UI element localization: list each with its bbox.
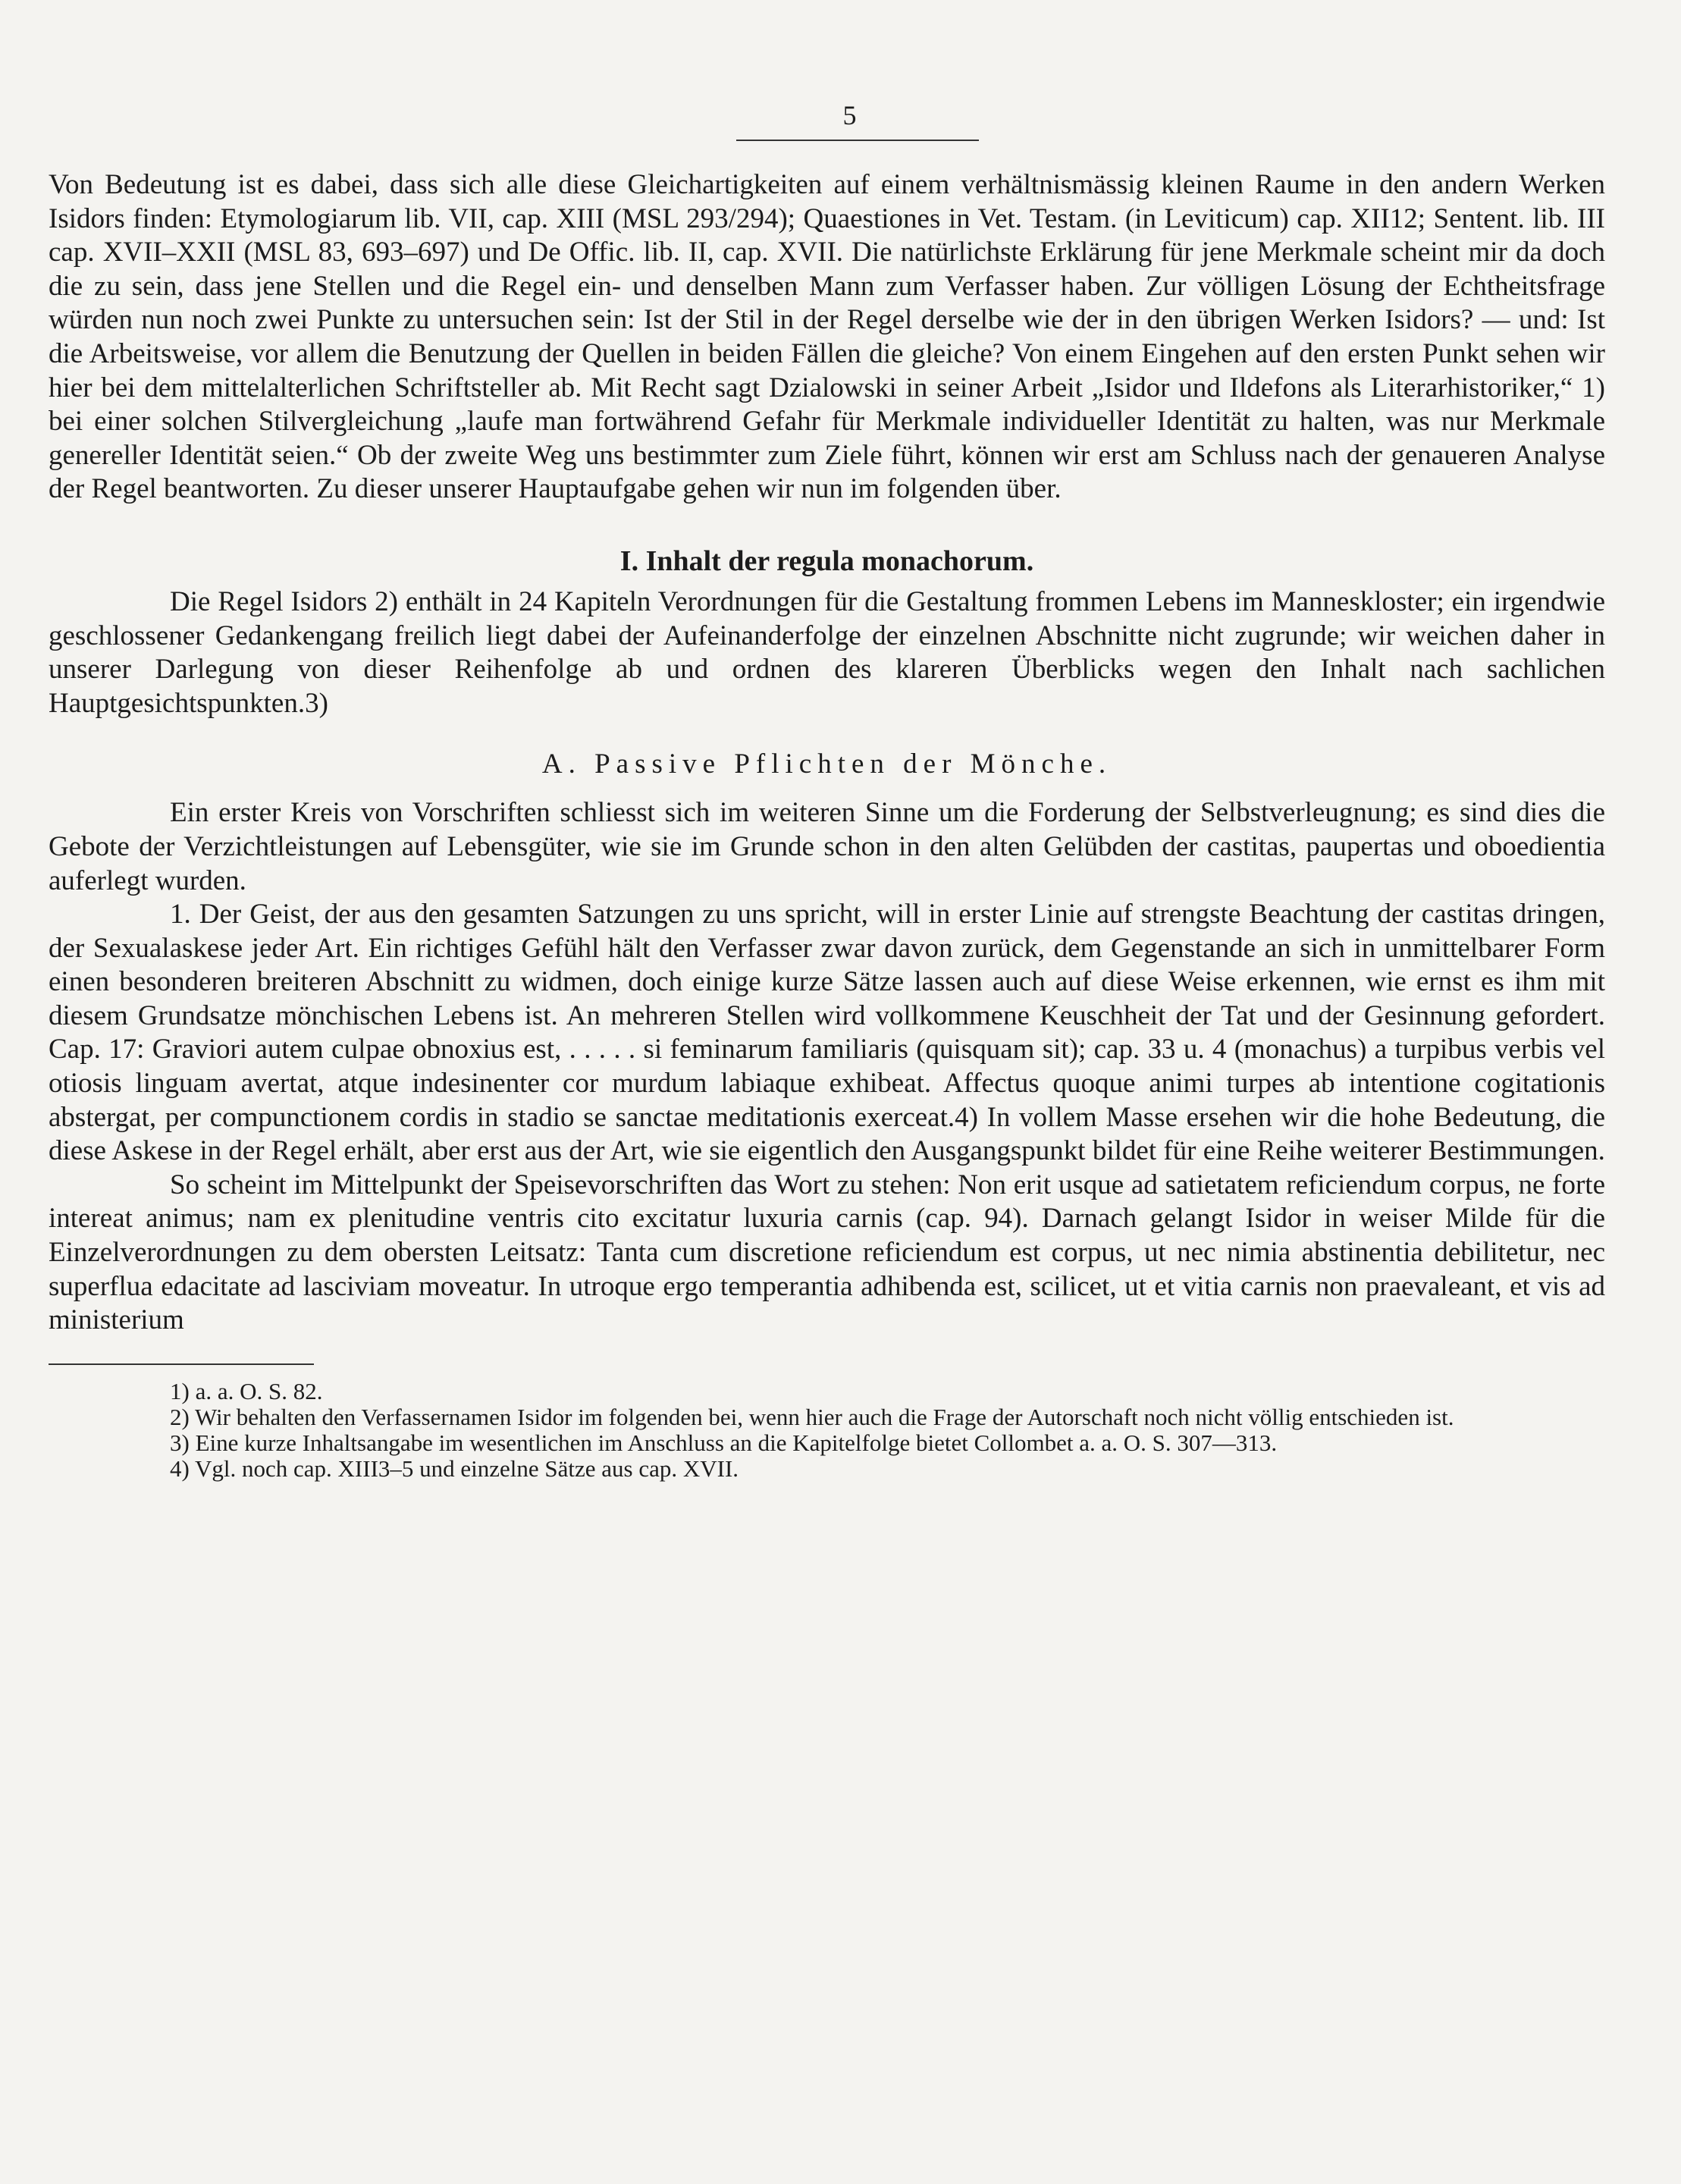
- paragraph-kreis: Ein erster Kreis von Vorschriften schliesst sich im weiteren Sinne um die Forderung der Selbstverleugnung; es sind dies die Gebote der Verzichtleistungen auf Lebensgüter, wie sie im Grunde schon in den alten Gelübden der castitas, paupertas und oboedientia auferlegt wurden.: [49, 797, 1605, 896]
- footnotes: [49, 1379, 1605, 1482]
- footnote-rule: [49, 1363, 314, 1365]
- footnote-1: 1) a. a. O. S. 82.: [170, 1377, 323, 1404]
- section-heading: I. Inhalt der regula monachorum.: [619, 544, 1034, 577]
- header-rule: [736, 140, 979, 141]
- paragraph-geist: 1. Der Geist, der aus den gesamten Satzungen zu uns spricht, will in erster Linie auf strengste Beachtung der castitas dringen, der Sexualaskese jeder Art. Ein richtiges Gefühl hält den Verfasser zwar davon zurück, dem Gegenstande an sich in unmittelbarer Form einen besonderen breiteren Abschnitt zu widmen, doch einige kurze Sätze lassen auch auf diese Weise erkennen, wie ernst es ihm mit diesem Grundsatze mönchischen Lebens ist. An mehreren Stellen wird vollkommene Keuschheit der Tat und der Gesinnung gefordert. Cap. 17: Graviori autem culpae obnoxius est, . . . . . si feminarum familiaris (quisquam sit); cap. 33 u. 4 (monachus) a turpibus verbis vel otiosis linguam avertat, atque indesinenter cor murdum labiaque exhibeat. Affectus quoque animi turpes ab intentione cogitationis abstergat, per compunctionem cordis in stadio se sanctae meditationis exerceat.4) In vollem Masse ersehen wir die hohe Bedeutung, die diese Askese in der Regel erhält, aber erst aus der Art, wie sie eigentlich den Ausgangspunkt bildet für eine Reihe weiterer Bestimmungen.: [49, 899, 1605, 1167]
- footnote-2: 2) Wir behalten den Verfassernamen Isidor im folgenden bei, wenn hier auch die Frage der Autorschaft noch nicht völlig entschieden ist.: [170, 1403, 1454, 1430]
- sub-heading: A. Passive Pflichten der Mönche.: [541, 748, 1112, 780]
- body-text: [49, 168, 1605, 1338]
- footnote-3: 3) Eine kurze Inhaltsangabe im wesentlichen im Anschluss an die Kapitelfolge bietet Collombet a. a. O. S. 307—313.: [170, 1429, 1278, 1456]
- page-number: 5: [842, 100, 857, 130]
- paragraph-speise: So scheint im Mittelpunkt der Speisevorschriften das Wort zu stehen: Non erit usque ad satietatem reficiendum corpus, ne forte intereat animus; nam ex plenitudine ventris cito excitatur luxuria carnis (cap. 94). Darnach gelangt Isidor in weiser Milde für die Einzelverordnungen zu dem obersten Leitsatz: Tanta cum discretione reficiendum est corpus, ut nec nimia abstinentia debilitetur, nec superflua edacitate ad lasciviam moveatur. In utroque ergo temperantia adhibenda est, scilicet, ut et vitia carnis non praevaleant, et vis ad ministerium: [49, 1169, 1605, 1336]
- paragraph-regel: Die Regel Isidors 2) enthält in 24 Kapiteln Verordnungen für die Gestaltung frommen Lebens im Manneskloster; ein irgendwie geschlossener Gedankengang freilich liegt dabei der Aufeinanderfolge der einzelnen Abschnitte nicht zugrunde; wir weichen daher in unserer Darlegung von dieser Reihenfolge ab und ordnen des klareren Überblicks wegen den Inhalt nach sachlichen Hauptgesichtspunkten.3): [49, 585, 1605, 719]
- paragraph-intro: Von Bedeutung ist es dabei, dass sich alle diese Gleichartigkeiten auf einem verhältnismässig kleinen Raume in den andern Werken Isidors finden: Etymologiarum lib. VII, cap. XIII (MSL 293/294); Quaestiones in Vet. Testam. (in Leviticum) cap. XII12; Sentent. lib. III cap. XVII–XXII (MSL 83, 693–697) und De Offic. lib. II, cap. XVII. Die natürlichste Erklärung für jene Merkmale scheint mir da doch die zu sein, dass jene Stellen und die Regel ein- und denselben Mann zum Verfasser haben. Zur völligen Lösung der Echtheitsfrage würden nun noch zwei Punkte zu untersuchen sein: Ist der Stil in der Regel derselbe wie der in den übrigen Werken Isidors? — und: Ist die Arbeitsweise, vor allem die Benutzung der Quellen in beiden Fällen die gleiche? Von einem Eingehen auf den ersten Punkt sehen wir hier bei dem mittelalterlichen Schriftsteller ab. Mit Recht sagt Dzialowski in seiner Arbeit „Isidor und Ildefons als Literarhistoriker,“ 1) bei einer solchen Stilvergleichung „laufe man fortwährend Gefahr für Merkmale individueller Identität zu halten, was nur Merkmale genereller Identität seien.“ Ob der zweite Weg uns bestimmter zum Ziele führt, können wir erst am Schluss nach der genaueren Analyse der Regel beantworten. Zu dieser unserer Hauptaufgabe gehen wir nun im folgenden über.: [49, 169, 1605, 505]
- footnote-4: 4) Vgl. noch cap. XIII3–5 und einzelne Sätze aus cap. XVII.: [170, 1454, 739, 1482]
